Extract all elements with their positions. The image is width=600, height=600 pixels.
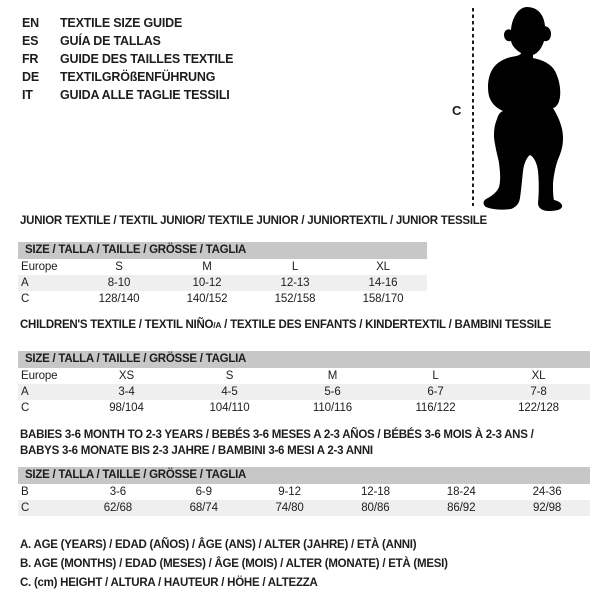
table-cell: 92/98 — [532, 502, 562, 514]
table-cell: 7-8 — [530, 386, 547, 398]
row-label: A — [21, 386, 29, 398]
table-row — [18, 368, 590, 384]
language-list — [22, 14, 233, 104]
row-label: C — [21, 293, 30, 305]
table-cell: 128/140 — [98, 293, 140, 305]
junior-section-title: JUNIOR TEXTILE / TEXTIL JUNIOR/ TEXTILE JUNIOR / JUNIORTEXTIL / JUNIOR TESSILE — [20, 215, 487, 227]
language-label: TEXTILE SIZE GUIDE — [60, 16, 183, 30]
language-label: GUÍA DE TALLAS — [60, 34, 161, 48]
table-cell: S — [225, 370, 234, 382]
language-code: DE — [22, 70, 39, 84]
table-cell: 86/92 — [447, 502, 476, 514]
table-cell: 110/116 — [312, 402, 353, 414]
language-row-fr — [22, 50, 233, 68]
table-cell: XL — [531, 370, 546, 382]
row-label: Europe — [21, 370, 58, 382]
children-section-title — [20, 319, 551, 331]
table-cell: M — [327, 370, 338, 382]
table-cell: M — [202, 261, 212, 273]
row-label: C — [21, 502, 30, 514]
babies-title-line2: BABYS 3-6 MONATE BIS 2-3 JAHRE / BAMBINI 3-6 MESI A 2-3 ANNI — [20, 445, 373, 457]
table-size-header: SIZE / TALLA / TAILLE / GRÖSSE / TAGLIA — [18, 351, 590, 368]
legend — [20, 536, 448, 593]
language-row-de — [22, 68, 233, 86]
table-cell: 158/170 — [362, 293, 404, 305]
table-cell: 12-13 — [280, 277, 310, 289]
table-cell: 116/122 — [415, 402, 456, 414]
table-cell: 3-4 — [118, 386, 135, 398]
table-cell: 18-24 — [446, 486, 476, 498]
height-dashed-line — [472, 8, 474, 206]
table-size-header: SIZE / TALLA / TAILLE / GRÖSSE / TAGLIA — [18, 242, 427, 259]
language-label: TEXTILGRÖßENFÜHRUNG — [60, 70, 216, 84]
table-cell: 6-9 — [195, 486, 212, 498]
junior-size-table — [18, 242, 427, 307]
language-label: GUIDA ALLE TAGLIE TESSILI — [60, 88, 230, 102]
children-title-prefix: CHILDREN'S TEXTILE / TEXTIL NIÑO — [20, 319, 214, 331]
table-cell: 68/74 — [189, 502, 218, 514]
table-cell: 5-6 — [324, 386, 341, 398]
language-code: EN — [22, 16, 39, 30]
table-cell: S — [115, 261, 123, 273]
children-title-sub: /A — [213, 320, 222, 330]
table-cell: 9-12 — [278, 486, 301, 498]
babies-section-title — [20, 427, 534, 459]
table-cell: 14-16 — [368, 277, 398, 289]
table-row — [18, 291, 427, 307]
row-label: C — [21, 402, 30, 414]
table-cell: XL — [376, 261, 390, 273]
table-cell: 104/110 — [209, 402, 250, 414]
table-cell: 24-36 — [532, 486, 562, 498]
language-label: GUIDE DES TAILLES TEXTILE — [60, 52, 234, 66]
children-size-table — [18, 351, 590, 416]
table-cell: 80/86 — [361, 502, 390, 514]
table-cell: L — [432, 370, 439, 382]
table-cell: 4-5 — [221, 386, 238, 398]
table-row — [18, 259, 427, 275]
table-cell: 6-7 — [427, 386, 444, 398]
table-size-header: SIZE / TALLA / TAILLE / GRÖSSE / TAGLIA — [18, 467, 590, 484]
language-code: ES — [22, 34, 39, 48]
table-cell: 74/80 — [275, 502, 304, 514]
table-cell: 62/68 — [103, 502, 133, 514]
toddler-silhouette-icon — [477, 5, 581, 213]
row-label: Europe — [21, 261, 58, 273]
legend-line-a: A. AGE (YEARS) / EDAD (AÑOS) / ÂGE (ANS) / ALTER (JAHRE) / ETÀ (ANNI) — [20, 539, 417, 551]
table-cell: 122/128 — [518, 402, 559, 414]
table-cell: L — [291, 261, 299, 273]
table-cell: 152/158 — [274, 293, 316, 305]
height-marker-label: C — [452, 103, 462, 118]
row-label: A — [21, 277, 29, 289]
table-cell: 8-10 — [107, 277, 131, 289]
table-cell: 12-18 — [360, 486, 390, 498]
language-row-en — [22, 14, 233, 32]
table-cell: 10-12 — [192, 277, 222, 289]
legend-line-b: B. AGE (MONTHS) / EDAD (MESES) / ÂGE (MOIS) / ALTER (MONATE) / ETÀ (MESI) — [20, 558, 448, 570]
children-title-suffix: / TEXTILE DES ENFANTS / KINDERTEXTIL / BAMBINI TESSILE — [221, 319, 552, 331]
table-cell: 98/104 — [109, 402, 144, 414]
table-row — [18, 400, 590, 416]
table-row — [18, 484, 590, 500]
table-cell: XS — [118, 370, 135, 382]
table-cell: 140/152 — [186, 293, 228, 305]
table-row — [18, 275, 427, 291]
table-cell: 3-6 — [109, 486, 127, 498]
table-row — [18, 384, 590, 400]
babies-title-line1: BABIES 3-6 MONTH TO 2-3 YEARS / BEBÉS 3-6 MESES A 2-3 AÑOS / BÉBÉS 3-6 MOIS À 2-3 ANS / — [20, 429, 534, 441]
legend-line-c: C. (cm) HEIGHT / ALTURA / HAUTEUR / HÖHE / ALTEZZA — [20, 577, 318, 589]
language-code: FR — [22, 52, 39, 66]
language-row-it — [22, 86, 233, 104]
row-label: B — [21, 486, 29, 498]
babies-size-table — [18, 467, 590, 516]
language-code: IT — [22, 88, 33, 102]
language-row-es — [22, 32, 233, 50]
table-row — [18, 500, 590, 516]
